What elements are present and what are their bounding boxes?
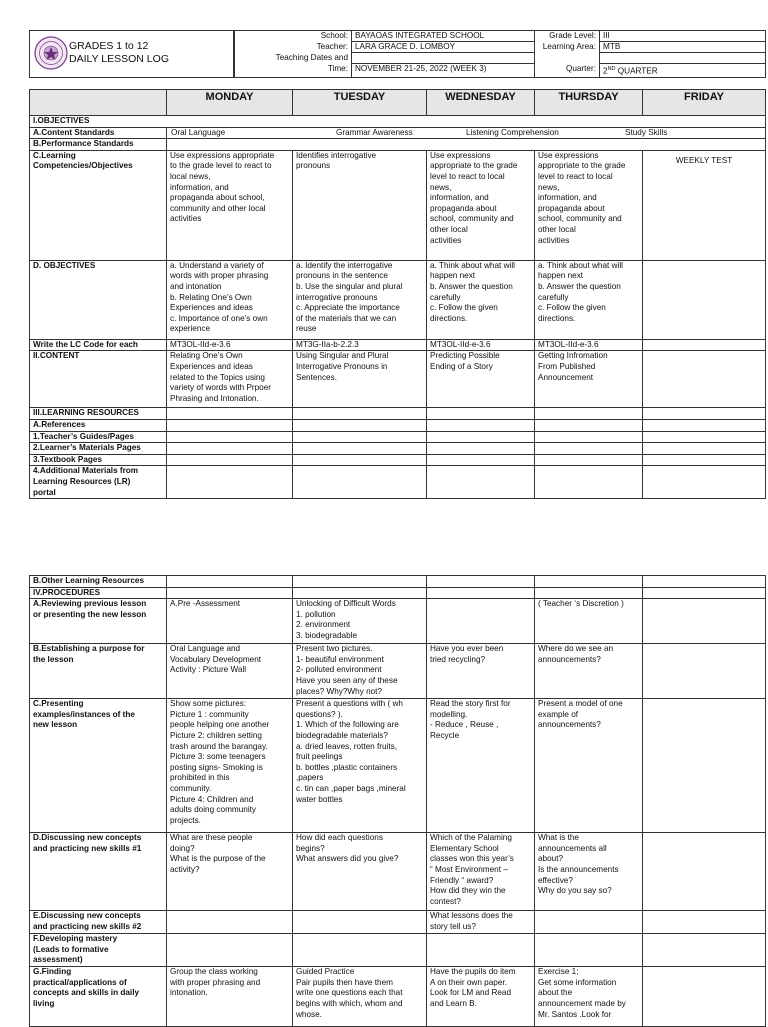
- performance-standards-label: B.Performance Standards: [30, 139, 167, 151]
- teachers-guides-label: 1.Teacher’s Guides/Pages: [30, 431, 167, 443]
- lc-code-thu: MT3OL-IId-e-3.6: [535, 339, 643, 351]
- content-wed: Predicting Possible Ending of a Story: [427, 351, 535, 408]
- quarter-number: 2: [603, 66, 608, 76]
- day-header-wednesday: WEDNESDAY: [427, 90, 535, 116]
- performance-standards-value: [167, 139, 766, 151]
- proc-b-fri: [643, 644, 766, 699]
- d-objectives-mon: a. Understand a variety of words with proper phrasing and intonation b. Relating One’s Own Experiences and ideas c. Importance of one’s own experience: [167, 260, 293, 339]
- competencies-fri: WEEKLY TEST: [643, 150, 766, 260]
- proc-b-mon: Oral Language and Vocabulary Development Activity : Picture Wall: [167, 644, 293, 699]
- proc-a-fri: [643, 599, 766, 644]
- proc-d-label: D.Discussing new concepts and practicing new skills #1: [30, 833, 167, 911]
- references-label: A.References: [30, 419, 167, 431]
- quarter-value: [600, 64, 766, 78]
- content-label: II.CONTENT: [30, 351, 167, 408]
- day-header-thursday: THURSDAY: [535, 90, 643, 116]
- content-standards-value: [167, 127, 766, 139]
- day-header-friday: FRIDAY: [643, 90, 766, 116]
- dates-spacer: [352, 53, 535, 64]
- proc-d-tue: How did each questions begins? What answers did you give?: [293, 833, 427, 911]
- proc-a-tue: Unlocking of Difficult Words 1. pollution 2. environment 3. biodegradable: [293, 599, 427, 644]
- competencies-wed: Use expressions appropriate to the grade level to react to local news, information, and propaganda about school, community and other local activities: [427, 150, 535, 260]
- proc-e-mon: [167, 911, 293, 934]
- proc-b-tue: Present two pictures. 1- beautiful environment 2- polluted environment Have you seen any of these places? Why?Why not?: [293, 644, 427, 699]
- quarter-spacer: [535, 53, 600, 64]
- day-header-tuesday: TUESDAY: [293, 90, 427, 116]
- grade-label: Grade Level:: [535, 31, 600, 42]
- competencies-thu: Use expressions appropriate to the grade level to react to local news, information, and propaganda about school, community and other local activities: [535, 150, 643, 260]
- proc-a-wed: [427, 599, 535, 644]
- section-procedures: IV.PROCEDURES: [30, 587, 167, 599]
- proc-b-label: B.Establishing a purpose for the lesson: [30, 644, 167, 699]
- proc-g-mon: Group the class working with proper phrasing and intonation.: [167, 967, 293, 1027]
- proc-c-thu: Present a model of one example of announcements?: [535, 699, 643, 833]
- d-objectives-fri: [643, 260, 766, 339]
- d-objectives-label: D. OBJECTIVES: [30, 260, 167, 339]
- proc-f-label: F.Developing mastery (Leads to formative assessment): [30, 934, 167, 967]
- lc-code-tue: MT3G-IIa-b-2.2.3: [293, 339, 427, 351]
- proc-e-tue: [293, 911, 427, 934]
- proc-g-fri: [643, 967, 766, 1027]
- content-standards-label: A.Content Standards: [30, 127, 167, 139]
- page-title: GRADES 1 to 12 DAILY LESSON LOG: [69, 40, 169, 65]
- competencies-tue: Identifies interrogative pronouns: [293, 150, 427, 260]
- proc-c-fri: [643, 699, 766, 833]
- lesson-log-table-page1: [29, 89, 766, 499]
- deped-seal-icon: [34, 36, 68, 70]
- dates-label-1: Teaching Dates and: [235, 53, 352, 64]
- quarter-suffix: ND: [607, 66, 616, 72]
- dates-label-2: Time:: [235, 64, 352, 78]
- quarter-spacer-value: [600, 53, 766, 64]
- proc-d-wed: Which of the Palaming Elementary School classes won this year’s “ Most Environment – Friendly “ award? How did they win the contest?: [427, 833, 535, 911]
- quarter-word: QUARTER: [615, 66, 658, 76]
- corner-cell: [30, 90, 167, 116]
- header-logo-box: [29, 30, 234, 78]
- proc-b-wed: Have you ever been tried recycling?: [427, 644, 535, 699]
- dates-value: NOVEMBER 21-25, 2022 (WEEK 3): [352, 64, 535, 78]
- lc-code-mon: MT3OL-IId-e-3.6: [167, 339, 293, 351]
- area-label: Learning Area:: [542, 41, 596, 51]
- proc-g-tue: Guided Practice Pair pupils then have them write one questions each that begins with which, whom and whose.: [293, 967, 427, 1027]
- d-objectives-thu: a. Think about what will happen next b. Answer the question carefully c. Follow the given directions.: [535, 260, 643, 339]
- d-objectives-tue: a. Identify the interrogative pronouns in the sentence b. Use the singular and plural interrogative pronouns c. Appreciate the importance of the materials that we can reuse: [293, 260, 427, 339]
- proc-a-thu: ( Teacher ‘s Discretion ): [535, 599, 643, 644]
- proc-a-mon: A.Pre -Assessment: [167, 599, 293, 644]
- day-header-monday: MONDAY: [167, 90, 293, 116]
- area-value: MTB: [600, 42, 766, 53]
- proc-g-thu: Exercise 1; Get some information about the announcement made by Mr. Santos .Look for: [535, 967, 643, 1027]
- school-label: School:: [235, 31, 352, 42]
- content-standards-listening: Listening Comprehension: [466, 127, 559, 137]
- proc-e-fri: [643, 911, 766, 934]
- header-info-table: [234, 30, 766, 78]
- proc-c-tue: Present a questions with ( wh questions? ). 1. Which of the following are biodegradable materials? a. dried leaves, rotten fruits, fruit peelings b. bottles ,plastic containers ,papers c. tin can ,paper bags ,mineral water bottles: [293, 699, 427, 833]
- lc-code-fri: [643, 339, 766, 351]
- proc-c-mon: Show some pictures: Picture 1 : community people helping one another Picture 2: children setting trash around the barangay. Picture 3: some teenagers posting signs- Smoking is prohibited in this community. Picture 4: Children and adults doing community projects.: [167, 699, 293, 833]
- proc-d-fri: [643, 833, 766, 911]
- other-resources-label: B.Other Learning Resources: [30, 576, 167, 588]
- content-mon: Relating One’s Own Experiences and ideas related to the Topics using variety of words with Prpoer Phrasing and Intonation.: [167, 351, 293, 408]
- content-standards-grammar: Grammar Awareness: [336, 127, 413, 137]
- grade-value: III: [600, 31, 766, 42]
- quarter-label: Quarter:: [535, 64, 600, 78]
- lc-code-label: Write the LC Code for each: [30, 339, 167, 351]
- school-value: BAYAOAS INTEGRATED SCHOOL: [352, 31, 535, 42]
- proc-b-thu: Where do we see an announcements?: [535, 644, 643, 699]
- lesson-log-table-page2: [29, 575, 766, 1027]
- proc-e-label: E.Discussing new concepts and practicing new skills #2: [30, 911, 167, 934]
- textbook-label: 3.Textbook Pages: [30, 454, 167, 466]
- d-objectives-wed: a. Think about what will happen next b. Answer the question carefully c. Follow the given directions.: [427, 260, 535, 339]
- competencies-label: C.Learning Competencies/Objectives: [30, 150, 167, 260]
- teacher-label: Teacher:: [235, 42, 352, 53]
- learners-materials-label: 2.Learner’s Materials Pages: [30, 443, 167, 455]
- section-objectives: I.OBJECTIVES: [30, 116, 766, 128]
- content-standards-oral: Oral Language: [171, 127, 226, 137]
- competencies-mon: Use expressions appropriate to the grade level to react to local news, information, and propaganda about school, community and other local activities: [167, 150, 293, 260]
- content-tue: Using Singular and Plural Interrogative Pronouns in Sentences.: [293, 351, 427, 408]
- content-fri: [643, 351, 766, 408]
- proc-c-label: C.Presenting examples/instances of the new lesson: [30, 699, 167, 833]
- lc-code-wed: MT3OL-IId-e-3.6: [427, 339, 535, 351]
- proc-d-thu: What is the announcements all about? Is the announcements effective? Why do you say so?: [535, 833, 643, 911]
- content-thu: Getting Infromation From Published Announcement: [535, 351, 643, 408]
- teacher-value: LARA GRACE D. LOMBOY: [352, 42, 535, 53]
- section-learning-resources: III.LEARNING RESOURCES: [30, 408, 167, 420]
- proc-g-wed: Have the pupils do item A on their own paper. Look for LM and Read and Learn B.: [427, 967, 535, 1027]
- proc-a-label: A.Reviewing previous lesson or presenting the new lesson: [30, 599, 167, 644]
- proc-c-wed: Read the story first for modelling. - Reduce , Reuse , Recycle: [427, 699, 535, 833]
- additional-materials-label: 4.Additional Materials from Learning Resources (LR) portal: [30, 466, 167, 499]
- proc-e-wed: What lessons does the story tell us?: [427, 911, 535, 934]
- proc-e-thu: [535, 911, 643, 934]
- content-standards-study: Study Skills: [625, 127, 668, 137]
- proc-g-label: G.Finding practical/applications of concepts and skills in daily living: [30, 967, 167, 1027]
- proc-d-mon: What are these people doing? What is the purpose of the activity?: [167, 833, 293, 911]
